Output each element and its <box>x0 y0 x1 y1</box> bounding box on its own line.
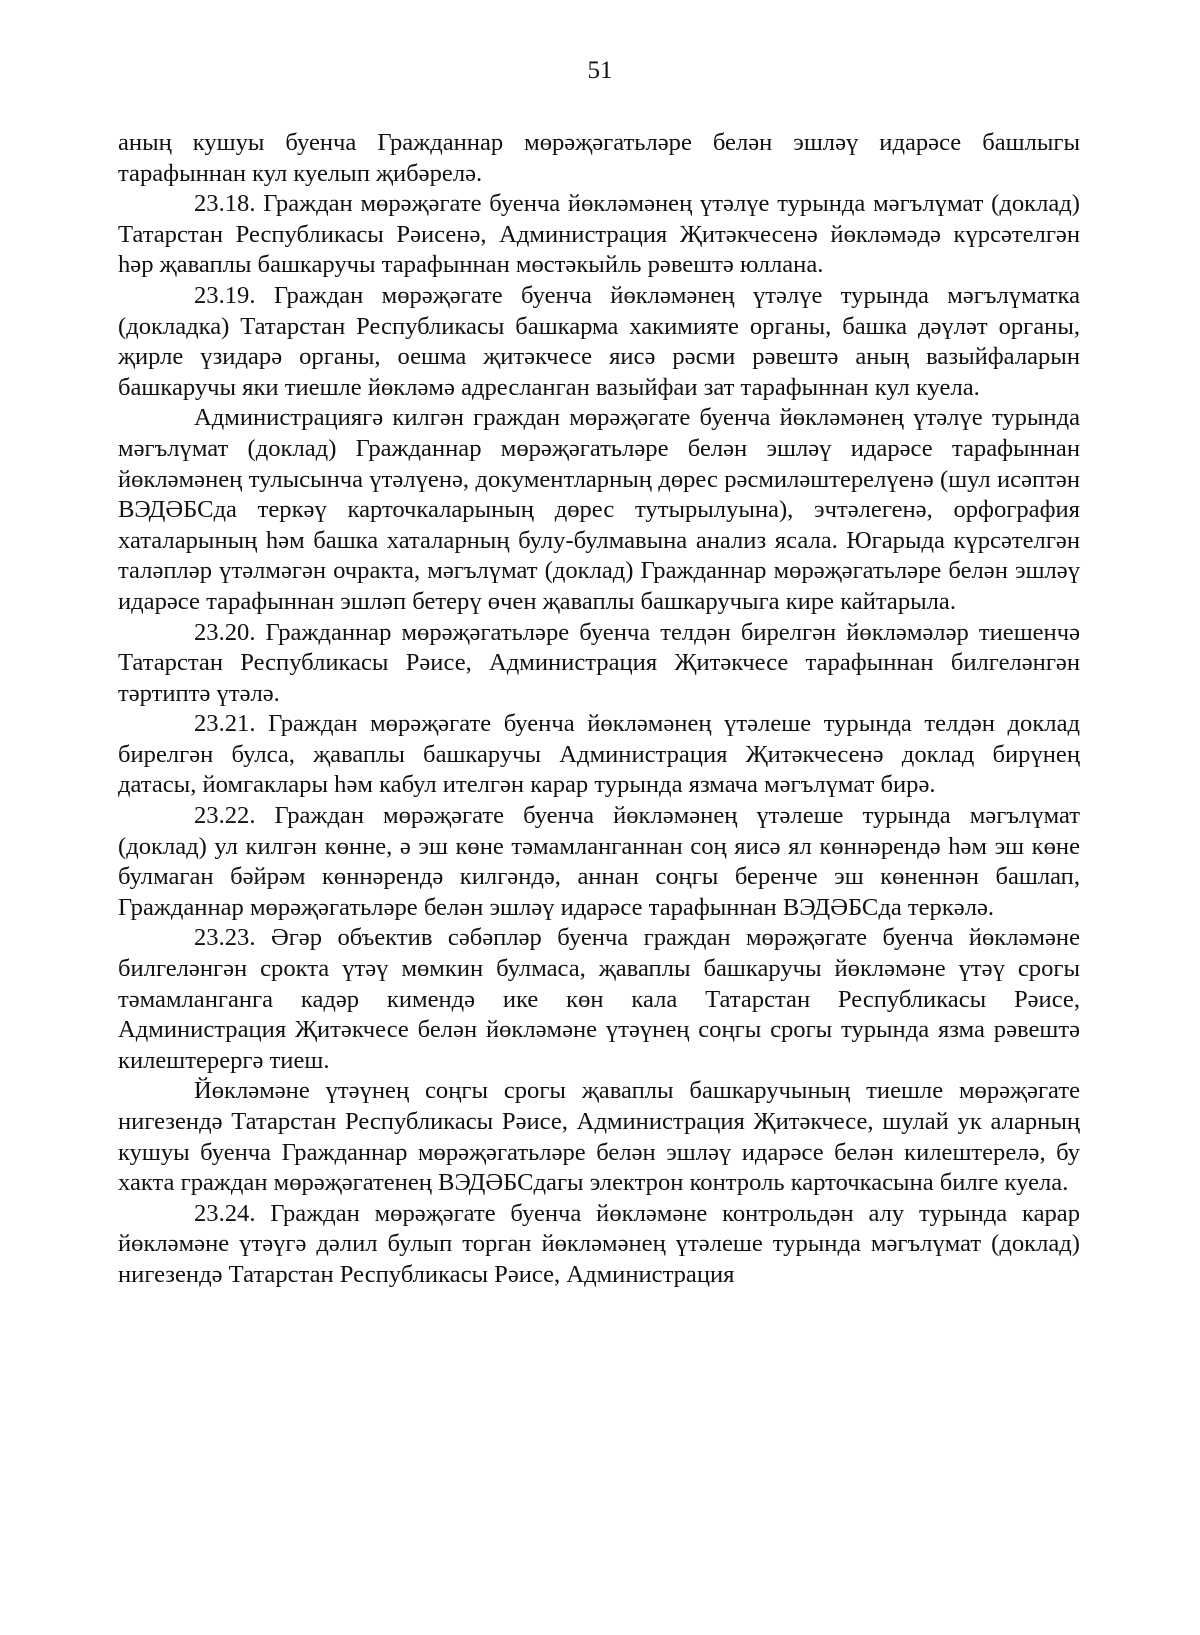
paragraph-23-23: 23.23. Әгәр объектив сәбәпләр буенча граждан мөрәҗәгате буенча йөкләмәне билгеләнгән срокта үтәү мөмкин булмаса, җаваплы башкаручы йөкләмәне үтәү срогы тәмамланганга кадәр кимендә ике көн кала Татарстан Республикасы Рәисе, Администрация Җитәкчесе белән йөкләмәне үтәүнең соңгы срогы турында язма рәвештә килештерергә тиеш. <box>118 924 1080 1074</box>
paragraph-deadline-agreement: Йөкләмәне үтәүнең соңгы срогы җаваплы башкаручының тиешле мөрәҗәгате нигезендә Татарстан Республикасы Рәисе, Администрация Җитәкчесе, шулай ук аларның кушуы буенча Гражданнар мөрәҗәгатьләре белән эшләү идарәсе белән килештерелә, бу хакта граждан мөрәҗәгатенең ВЭДӘБСдагы электрон контроль карточкасына билге куела. <box>118 1077 1080 1197</box>
paragraph-administration-report-check: Администрациягә килгән граждан мөрәҗәгате буенча йөкләмәнең үтәлүе турында мәгълүмат (доклад) Гражданнар мөрәҗәгатьләре белән эшләү идарәсе тарафыннан йөкләмәнең тулысынча үтәлүенә, документларның дөрес рәсмиләштерелүенә (шул исәптән ВЭДӘБСда теркәү карточкаларының дөрес тутырылуына), эчтәлегенә, орфография хаталарының һәм башка хаталарның булу-булмавына анализ ясала. Югарыда күрсәтелгән таләпләр үтәлмәгән очракта, мәгълүмат (доклад) Гражданнар мөрәҗәгатьләре белән эшләү идарәсе тарафыннан эшләп бетерү өчен җаваплы башкаручыга кире кайтарыла. <box>118 404 1080 615</box>
paragraph-continuation: аның кушуы буенча Гражданнар мөрәҗәгатьләре белән эшләү идарәсе башлыгы тарафыннан кул куелып җибәрелә. <box>118 129 1080 187</box>
paragraph-23-21: 23.21. Граждан мөрәҗәгате буенча йөкләмәнең үтәлеше турында телдән доклад бирелгән булса, җаваплы башкаручы Администрация Җитәкчесенә доклад бирүнең датасы, йомгаклары һәм кабул ителгән карар турында язмача мәгълүмат бирә. <box>118 710 1080 799</box>
paragraph-23-24: 23.24. Граждан мөрәҗәгате буенча йөкләмәне контрольдән алу турында карар йөкләмәне үтәүгә дәлил булып торган йөкләмәнең үтәлеше турында мәгълүмат (доклад) нигезендә Татарстан Республикасы Рәисе, Администрация <box>118 1199 1080 1288</box>
paragraph-23-20: 23.20. Гражданнар мөрәҗәгатьләре буенча телдән бирелгән йөкләмәләр тиешенчә Татарстан Республикасы Рәисе, Администрация Җитәкчесе тарафыннан билгеләнгән тәртиптә үтәлә. <box>118 618 1080 707</box>
page-number: 51 <box>587 57 613 84</box>
paragraph-23-19: 23.19. Граждан мөрәҗәгате буенча йөкләмәнең үтәлүе турында мәгълүматка (докладка) Татарстан Республикасы башкарма хакимияте органы, башка дәүләт органы, җирле үзидарә органы, оешма җитәкчесе яисә рәсми рәвештә аның вазыйфаларын башкаручы яки тиешле йөкләмә адресланган вазыйфаи зат тарафыннан кул куела. <box>118 281 1080 401</box>
paragraph-23-22: 23.22. Граждан мөрәҗәгате буенча йөкләмәнең үтәлеше турында мәгълүмат (доклад) ул килгән көнне, ә эш көне тәмамланганнан соң яисә ял көннәрендә һәм эш көне булмаган бәйрәм көннәрендә килгәндә, аннан соңгы беренче эш көненнән башлап, Гражданнар мөрәҗәгатьләре белән эшләү идарәсе тарафыннан ВЭДӘБСда теркәлә. <box>118 802 1080 921</box>
paragraph-23-18: 23.18. Граждан мөрәҗәгате буенча йөкләмәнең үтәлүе турында мәгълүмат (доклад) Татарстан Республикасы Рәисенә, Администрация Җитәкчесенә йөкләмәдә күрсәтелгән һәр җаваплы башкаручы тарафыннан мөстәкыйль рәвештә юллана. <box>118 190 1080 279</box>
document-body <box>118 128 1080 1291</box>
